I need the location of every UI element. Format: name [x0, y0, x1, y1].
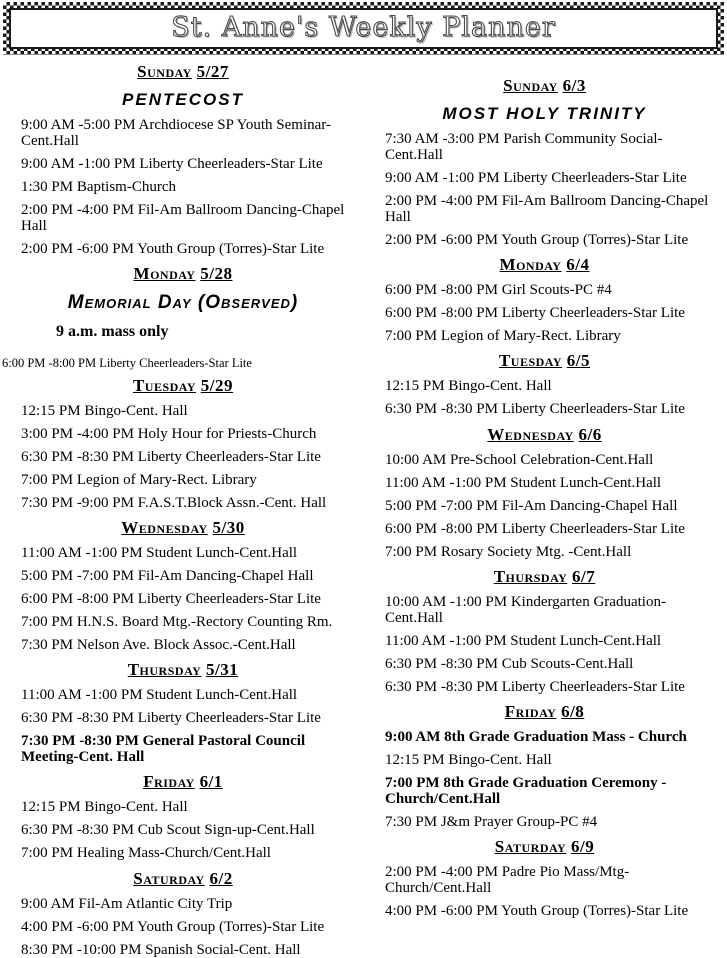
event-item: 7:30 AM -3:00 PM Parish Community Social-Cent.Hall — [385, 131, 663, 164]
event-item: 10:00 AM -1:00 PM Kindergarten Graduation-Cent.Hall — [385, 593, 666, 626]
event-item: 7:30 PM -8:30 PM General Pastoral Council Meeting-Cent. Hall — [21, 733, 306, 766]
event-item: 7:00 PM Legion of Mary-Rect. Library — [21, 471, 257, 488]
event-item: 2:00 PM -4:00 PM Fil-Am Ballroom Dancing-Chapel Hall — [21, 202, 345, 235]
event-item: 7:00 PM Healing Mass-Church/Cent.Hall — [21, 845, 271, 862]
day-heading — [372, 837, 717, 857]
day-date: 6/1 — [199, 772, 223, 792]
day-date: 6/4 — [566, 255, 590, 275]
event-item: 6:30 PM -8:30 PM Liberty Cheerleaders-Star Lite — [21, 710, 321, 727]
day-date: 5/28 — [200, 264, 233, 284]
feast-heading: MOST HOLY TRINITY — [442, 104, 647, 123]
event-item: 4:00 PM -6:00 PM Youth Group (Torres)-Star Lite — [385, 903, 689, 920]
day-name: Friday — [504, 701, 557, 721]
event-item: 6:30 PM -8:30 PM Cub Scouts-Cent.Hall — [385, 655, 634, 672]
planner-column — [362, 55, 719, 919]
event-item: 2:00 PM -4:00 PM Fil-Am Ballroom Dancing-Chapel Hall — [385, 193, 709, 226]
day-heading — [372, 255, 717, 275]
event-item: 9:00 AM Fil-Am Atlantic City Trip — [21, 895, 233, 912]
event-item: 4:00 PM -6:00 PM Youth Group (Torres)-Star Lite — [21, 918, 325, 935]
day-name: Sunday — [137, 62, 192, 81]
event-item: 6:00 PM -8:00 PM Girl Scouts-PC #4 — [385, 282, 612, 299]
event-item: 2:00 PM -4:00 PM Padre Pio Mass/Mtg-Church/Cent.Hall — [385, 864, 630, 897]
day-date: 6/8 — [561, 701, 585, 721]
event-item: 2:00 PM -6:00 PM Youth Group (Torres)-Star Lite — [21, 241, 325, 258]
event-item: 9:00 AM -5:00 PM Archdiocese SP Youth Seminar-Cent.Hall — [21, 117, 331, 150]
planner-banner — [3, 2, 724, 55]
day-heading — [372, 702, 717, 722]
event-item: 12:15 PM Bingo-Cent. Hall — [385, 752, 552, 769]
event-item: 12:15 PM Bingo-Cent. Hall — [21, 799, 188, 816]
event-item: 7:30 PM J&m Prayer Group-PC #4 — [385, 814, 598, 831]
event-item: 6:30 PM -8:30 PM Liberty Cheerleaders-Star Lite — [385, 678, 685, 695]
day-name: Thursday — [127, 660, 202, 680]
event-item: 9:00 AM 8th Grade Graduation Mass - Church — [385, 728, 687, 745]
event-item: 6:00 PM -8:00 PM Liberty Cheerleaders-Star Lite — [385, 305, 685, 322]
day-heading — [8, 772, 358, 792]
day-name: Thursday — [493, 566, 568, 586]
planner-column — [0, 55, 362, 958]
event-item: 1:30 PM Baptism-Church — [21, 179, 177, 196]
planner-banner-inner — [9, 8, 718, 49]
day-heading — [8, 660, 358, 680]
day-heading — [372, 76, 717, 96]
event-item: 8:30 PM -10:00 PM Spanish Social-Cent. Hall — [21, 941, 301, 958]
event-item: 7:30 PM -9:00 PM F.A.S.T.Block Assn.-Cent. Hall — [21, 494, 327, 511]
event-item: 12:15 PM Bingo-Cent. Hall — [385, 378, 552, 395]
day-name: Tuesday — [132, 375, 197, 395]
event-item: 9:00 AM -1:00 PM Liberty Cheerleaders-Star Lite — [21, 156, 323, 173]
day-date: 6/6 — [578, 424, 602, 444]
day-heading — [8, 62, 358, 82]
day-name: Monday — [499, 255, 562, 275]
event-item: 11:00 AM -1:00 PM Student Lunch-Cent.Hall — [385, 632, 662, 649]
event-item: 11:00 AM -1:00 PM Student Lunch-Cent.Hall — [385, 474, 662, 491]
day-date: 6/2 — [209, 868, 233, 888]
day-name: Sunday — [503, 76, 558, 95]
feast-heading: PENTECOST — [122, 90, 244, 109]
event-item: 12:15 PM Bingo-Cent. Hall — [21, 402, 188, 419]
feast-heading: Memorial Day (Observed) — [67, 292, 299, 314]
day-heading — [372, 567, 717, 587]
mass-note: 9 a.m. mass only — [56, 323, 169, 341]
event-item: 5:00 PM -7:00 PM Fil-Am Dancing-Chapel Hall — [21, 567, 314, 584]
event-item: 7:00 PM Rosary Society Mtg. -Cent.Hall — [385, 543, 632, 560]
event-item: 5:00 PM -7:00 PM Fil-Am Dancing-Chapel Hall — [385, 497, 678, 514]
event-item: 10:00 AM Pre-School Celebration-Cent.Hall — [385, 451, 654, 468]
event-item: 6:00 PM -8:00 PM Liberty Cheerleaders-Star Lite — [2, 356, 252, 371]
day-name: Saturday — [494, 837, 567, 857]
event-item: 7:00 PM H.N.S. Board Mtg.-Rectory Counting Rm. — [21, 614, 333, 631]
event-item: 7:00 PM Legion of Mary-Rect. Library — [385, 328, 621, 345]
event-item: 6:30 PM -8:30 PM Cub Scout Sign-up-Cent.Hall — [21, 822, 315, 839]
event-item: 11:00 AM -1:00 PM Student Lunch-Cent.Hall — [21, 687, 298, 704]
day-heading — [8, 376, 358, 396]
page-title: St. Anne's Weekly Planner — [171, 12, 556, 43]
event-item: 6:30 PM -8:30 PM Liberty Cheerleaders-Star Lite — [385, 401, 685, 418]
day-name: Friday — [143, 772, 195, 792]
event-item: 7:00 PM 8th Grade Graduation Ceremony - Church/Cent.Hall — [385, 775, 667, 808]
day-date: 6/7 — [572, 566, 596, 586]
event-item: 3:00 PM -4:00 PM Holy Hour for Priests-Church — [21, 425, 317, 442]
day-heading — [372, 351, 717, 371]
day-heading — [372, 425, 717, 445]
event-item: 6:30 PM -8:30 PM Liberty Cheerleaders-Star Lite — [21, 448, 321, 465]
day-name: Tuesday — [498, 351, 563, 371]
event-item: 6:00 PM -8:00 PM Liberty Cheerleaders-Star Lite — [385, 520, 685, 537]
event-item: 9:00 AM -1:00 PM Liberty Cheerleaders-Star Lite — [385, 170, 687, 187]
day-date: 5/29 — [200, 375, 234, 395]
day-heading — [8, 869, 358, 889]
event-item: 6:00 PM -8:00 PM Liberty Cheerleaders-Star Lite — [21, 591, 321, 608]
day-name: Saturday — [133, 868, 205, 888]
event-item: 2:00 PM -6:00 PM Youth Group (Torres)-Star Lite — [385, 232, 689, 249]
day-heading — [8, 518, 358, 538]
event-item: 11:00 AM -1:00 PM Student Lunch-Cent.Hall — [21, 544, 298, 561]
event-item: 7:30 PM Nelson Ave. Block Assoc.-Cent.Hall — [21, 637, 296, 654]
day-name: Monday — [133, 264, 196, 284]
day-heading — [8, 264, 358, 284]
day-date: 5/27 — [196, 62, 229, 81]
day-date: 5/30 — [212, 517, 245, 537]
day-date: 6/3 — [562, 76, 586, 95]
day-name: Wednesday — [487, 424, 574, 444]
planner-columns — [0, 55, 727, 958]
day-date: 6/5 — [566, 351, 591, 371]
day-name: Wednesday — [121, 517, 208, 537]
day-date: 5/31 — [206, 660, 239, 680]
day-date: 6/9 — [570, 837, 595, 857]
